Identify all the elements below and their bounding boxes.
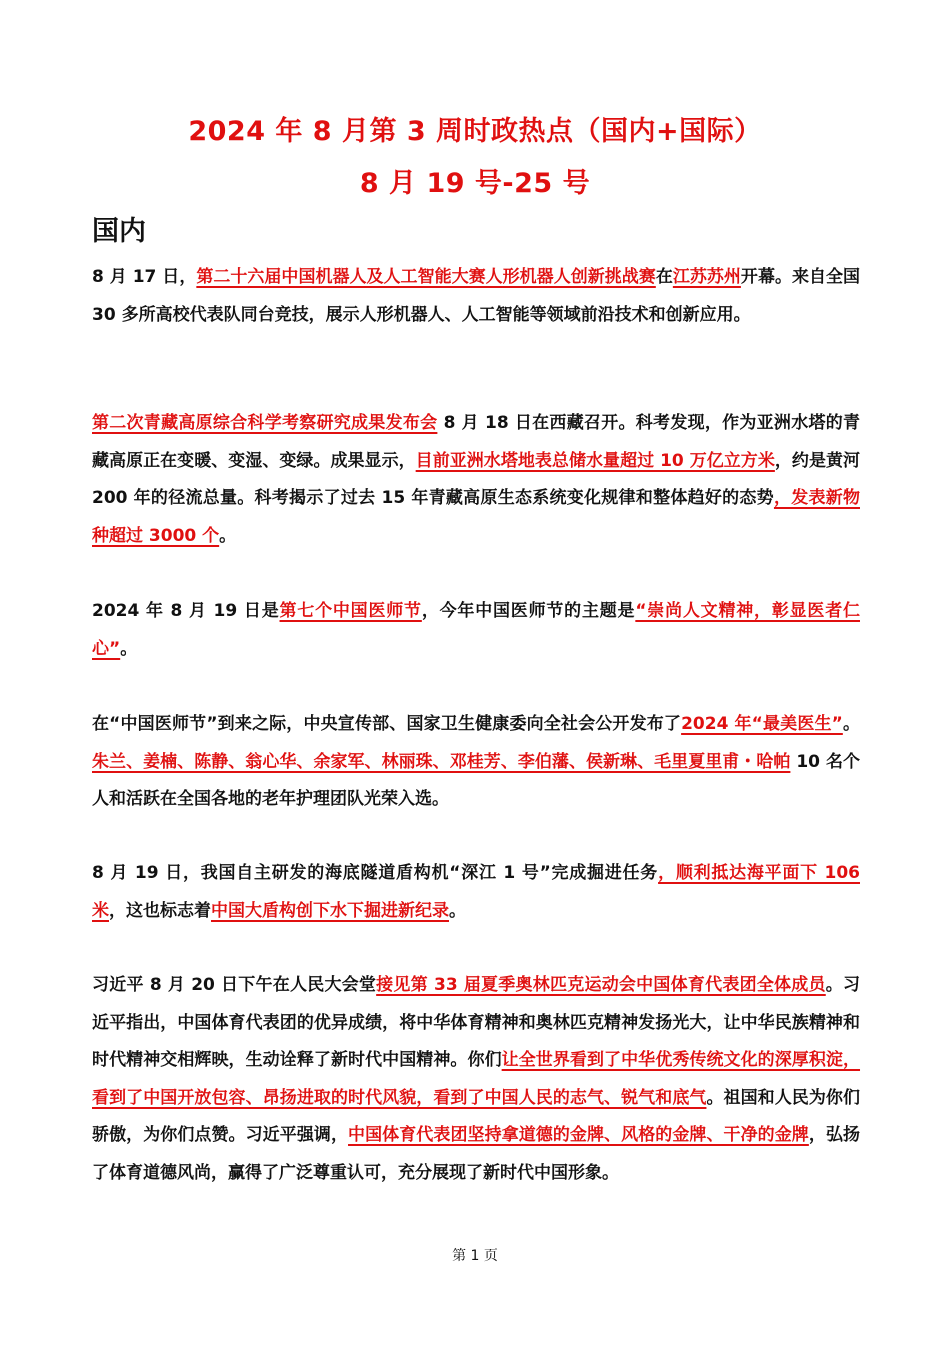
highlighted-text: 江苏苏州: [672, 267, 741, 287]
paragraph-text: 。: [449, 900, 466, 921]
news-paragraph: [92, 706, 860, 819]
paragraph-text: 。祖国和人民为你们骄傲，为你们点赞。习近平强调，: [92, 1087, 860, 1145]
paragraph-text: ，这也标志着: [109, 900, 211, 921]
paragraph-text: ，约是黄河 200 年的径流总量。科考揭示了过去 15 年青藏高原生态系统变化规律和整体趋好的态势: [92, 450, 861, 508]
highlighted-text: 第二次青藏高原综合科学考察研究成果发布会: [92, 413, 438, 433]
highlighted-text: 2024 年“最美医生”: [681, 714, 843, 734]
paragraph-text: 。习近平指出，中国体育代表团的优异成绩，将中华体育精神和奥林匹克精神发扬光大，让中华民族精神和时代精神交相辉映，生动诠释了新时代中国精神。你们: [92, 975, 861, 1070]
highlighted-text: 中国大盾构创下水下掘进新纪录: [211, 900, 449, 921]
paragraph-text: 习近平 8 月 20 日下午在人民大会堂: [92, 975, 377, 995]
highlighted-text: 朱兰、姜楠、陈静、翁心华、余家军、林丽珠、邓桂芳、李伯藩、侯新琳、毛里夏里甫・哈帕: [92, 751, 791, 772]
paragraph-text: 。: [842, 714, 860, 734]
page-number: 第 1 页: [452, 1248, 498, 1264]
paragraph-text: 。: [120, 638, 138, 659]
news-paragraph: [92, 967, 860, 1192]
news-paragraph: [92, 405, 860, 555]
highlighted-text: 目前亚洲水塔地表总储水量超过 10 万亿立方米: [415, 450, 775, 471]
highlighted-text: 第七个中国医师节: [279, 601, 422, 621]
paragraph-text: 8 月 18 日在西藏召开。科考发现，作为亚洲水塔的青藏高原正在变暖、变湿、变绿。成果显示，: [92, 413, 861, 471]
news-paragraph: [92, 855, 860, 930]
paragraph-text: 2024 年 8 月 19 日是: [92, 601, 280, 621]
highlighted-text: ，发表新物种超过 3000 个: [92, 488, 860, 546]
paragraph-text: 开幕。来自全国 30 多所高校代表队同台竞技，展示人形机器人、人工智能等领域前沿技术和创新应用。: [92, 267, 861, 325]
paragraph-text: ，今年中国医师节的主题是: [421, 601, 636, 621]
paragraph-text: ，弘扬了体育道德风尚，赢得了广泛尊重认可，充分展现了新时代中国形象。: [92, 1125, 861, 1183]
document-title: 2024 年 8 月第 3 周时政热点（国内+国际）: [188, 116, 762, 147]
paragraph-text: 在“中国医师节”到来之际，中央宣传部、国家卫生健康委向全社会公开发布了: [92, 714, 682, 734]
highlighted-text: ，顺利抵达海平面下 106 米: [92, 863, 860, 921]
highlighted-text: 接见第 33 届夏季奥林匹克运动会中国体育代表团全体成员: [376, 975, 826, 995]
highlighted-text: 中国体育代表团坚持拿道德的金牌、风格的金牌、干净的金牌: [348, 1125, 809, 1145]
highlighted-text: 让全世界看到了中华优秀传统文化的深厚积淀，看到了中国开放包容、昂扬进取的时代风貌，看到了中国人民的志气、锐气和底气: [92, 1050, 861, 1108]
section-heading-domestic: 国内: [92, 216, 146, 247]
paragraph-text: 在: [655, 267, 673, 287]
paragraph-text: 8 月 19 日，我国自主研发的海底隧道盾构机“深江 1 号”完成掘进任务: [92, 863, 659, 883]
paragraph-text: 。: [219, 525, 237, 546]
paragraph-text: 8 月 17 日，: [92, 267, 197, 287]
highlighted-text: 第二十六届中国机器人及人工智能大赛人形机器人创新挑战赛: [196, 267, 656, 287]
news-paragraph: [92, 593, 860, 668]
news-paragraph: [92, 259, 860, 334]
paragraph-text: 10 名个人和活跃在全国各地的老年护理团队光荣入选。: [92, 751, 861, 809]
document-date-range: 8 月 19 号-25 号: [359, 168, 591, 199]
highlighted-text: “崇尚人文精神，彰显医者仁心”: [92, 601, 860, 659]
